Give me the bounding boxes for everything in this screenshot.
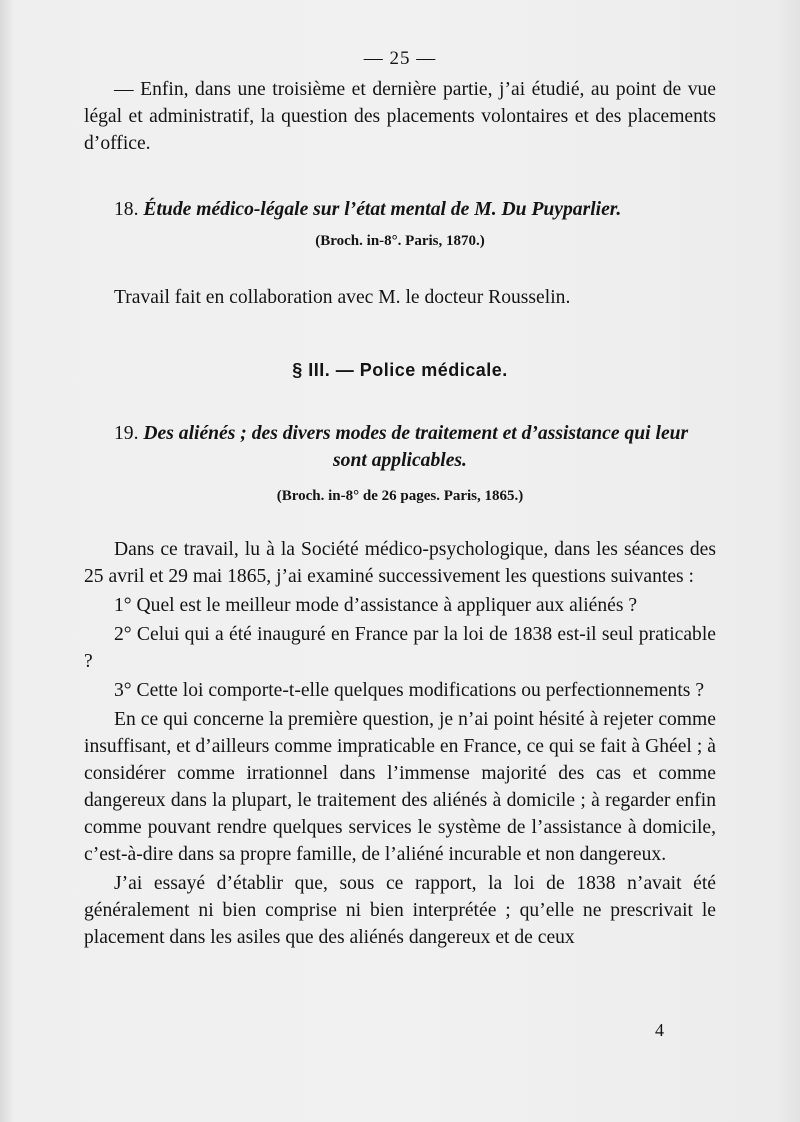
entry-19-title xyxy=(84,420,716,447)
entry-18-bibliography: (Broch. in-8°. Paris, 1870.) xyxy=(315,233,485,249)
entry-19-title-line1: Des aliénés ; des divers modes de traitement et d’assistance qui leur xyxy=(143,423,689,444)
paragraph-5: En ce qui concerne la première question, je n’ai point hésité à rejeter comme insuffisant, et d’ailleurs comme impraticable en France, ce qui se fait à Ghéel ; à considérer comme irrationnel dans l’immense majorité des cas et comme dangereux dans la plupart, le traitement des aliénés à domicile ; à regarder enfin comme pouvant rendre quelques services le système de l’assistance à domicile, c’est-à-dire dans sa propre famille, de l’aliéné incurable et non dangereux. xyxy=(84,709,716,865)
page-number-header: — 25 — xyxy=(363,48,437,69)
paragraph-4: 3° Cette loi comporte-t-elle quelques modifications ou perfectionnements ? xyxy=(114,680,705,701)
section-heading: § III. — Police médicale. xyxy=(292,360,508,380)
paragraph-3: 2° Celui qui a été inauguré en France par la loi de 1838 est-il seul praticable ? xyxy=(84,624,716,672)
paragraph-6: J’ai essayé d’établir que, sous ce rapport, la loi de 1838 n’avait été généralement ni bien comprise ni bien interprétée ; qu’elle ne prescrivait le placement dans les asiles que des aliénés dangereux et de ceux xyxy=(84,873,716,948)
entry-18-number: 18. xyxy=(114,199,139,220)
intro-paragraph: — Enfin, dans une troisième et dernière partie, j’ai étudié, au point de vue légal et administratif, la question des placements volontaires et des placements d’office. xyxy=(84,79,716,154)
entry-18-title xyxy=(84,196,716,223)
entry-19-title-line2: sont applicables. xyxy=(333,450,467,471)
entry-19-body xyxy=(84,536,716,951)
entry-18-title-text: Étude médico-légale sur l’état mental de M. Du Puyparlier. xyxy=(143,199,622,220)
signature-mark: 4 xyxy=(655,1020,664,1040)
entry-19-number: 19. xyxy=(114,423,139,444)
entry-18 xyxy=(84,196,716,250)
paragraph-2: 1° Quel est le meilleur mode d’assistance à appliquer aux aliénés ? xyxy=(114,595,638,616)
entry-19-title-line2-wrap xyxy=(84,447,716,474)
entry-19-bibliography: (Broch. in-8° de 26 pages. Paris, 1865.) xyxy=(276,488,524,504)
entry-18-text: Travail fait en collaboration avec M. le docteur Rousselin. xyxy=(114,287,571,308)
paragraph-1: Dans ce travail, lu à la Société médico-psychologique, dans les séances des 25 avril et 29 mai 1865, j’ai examiné successivement les questions suivantes : xyxy=(84,539,716,587)
entry-19 xyxy=(84,420,716,505)
